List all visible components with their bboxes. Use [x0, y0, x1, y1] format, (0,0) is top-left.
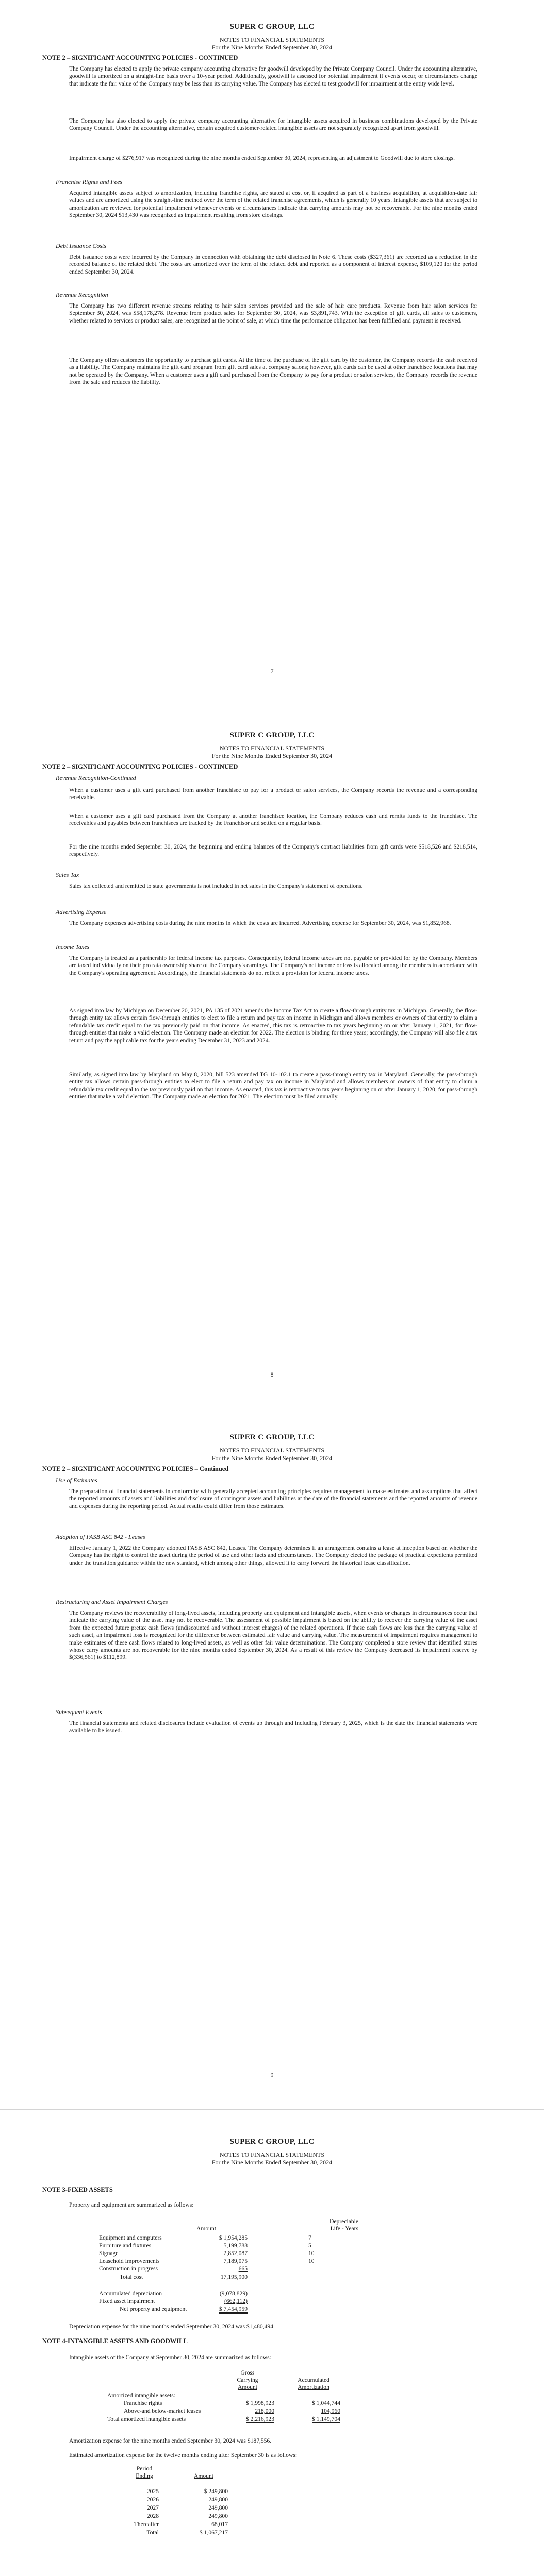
estimated-amortization-text: Estimated amortization expense for the twelve months ending after September 30 is as follows: — [69, 2452, 298, 2459]
paragraph: When a customer uses a gift card purchased from another franchisee to pay for a product or salon services, the Company records the revenue and a corresponding receivable. — [69, 787, 477, 801]
ia-col-gross-header: Carrying — [237, 2377, 258, 2383]
paragraph: The Company offers customers the opportunity to purchase gift cards. At the time of the purchase of the gift card by the customer, the Company records the cash received as a liability. The Company maintains the gift card program from gift card sales at company salons; however, gift cards can be used at other franchisee locations that may not be operated by the Company. When a customer uses a gift card purchased from the Company to pay for a product or salon services, the Company records the revenue from the sale and reduces the liability. — [69, 357, 477, 386]
fa-row-amount: 7,189,075 — [223, 2258, 248, 2264]
period-line: For the Nine Months Ended September 30, 2024 — [211, 752, 333, 759]
ia-col-gross-header: Gross — [240, 2369, 255, 2376]
ia-row-label: Above-and below-market leases — [124, 2408, 201, 2414]
fixed-assets-intro: Property and equipment are summarized as follows: — [69, 2201, 194, 2208]
fa-row-amount: 2,852,087 — [223, 2250, 248, 2257]
paragraph: For the nine months ended September 30, 2024, the beginning and ending balances of the Company's contract liabilities from gift cards were $518,526 and $218,514, respectively. — [69, 843, 477, 858]
section-heading: Debt Issuance Costs — [56, 242, 106, 249]
est-row-amount: $ 249,800 — [204, 2488, 228, 2495]
paragraph: The Company has two different revenue streams relating to hair salon services provided and the sale of hair care products. Revenue from hair salon services for September 30, 2024, was $58,178,278. Revenue from product sales for September 30, 2024, was $3,891,743. With the exception of gift cards, all sales to customers, whether related to services or product sales, are recognized at the point of sale, at which time the performance obligation has been fulfilled and payment is received. — [69, 302, 477, 324]
company-name: SUPER C GROUP, LLC — [229, 731, 315, 739]
section-heading: Revenue Recognition — [56, 291, 108, 298]
section-heading: Subsequent Events — [56, 1708, 102, 1716]
fa-accum-label: Accumulated depreciation — [99, 2290, 162, 2297]
paragraph: The Company expenses advertising costs during the nine months in which the costs are incurred. Advertising expense for September 30, 2024, was $1,852,968. — [69, 920, 451, 926]
depreciation-text: Depreciation expense for the nine months ended September 30, 2024 was $1,480,494. — [69, 2323, 275, 2330]
fa-row-life: 7 — [308, 2234, 311, 2241]
fa-impair-label: Fixed asset impairment — [99, 2298, 155, 2304]
section-heading: Sales Tax — [56, 871, 79, 878]
ia-col-accum-header: Amortization — [298, 2384, 329, 2391]
ia-col-accum-header: Accumulated — [298, 2377, 329, 2383]
note-2-heading: NOTE 2 – SIGNIFICANT ACCOUNTING POLICIES – Continued — [42, 1465, 229, 1472]
est-row-amount: 68,017 — [211, 2521, 228, 2528]
page-10 — [0, 2110, 544, 2576]
fa-row-amount: 665 — [238, 2265, 248, 2272]
paragraph: The Company reviews the recoverability of long-lived assets, including property and equipment and intangible assets, when events or changes in circumstances occur that indicate the carrying value of the asset may not be recoverable. The assessment of possible impairment is based on the ability to recover the carrying value of the asset from the expected future pretax cash flows (undiscounted and without interest charges) of the related operations. If these cash flows are less than the carrying value of such asset, an impairment loss is recognized for the difference between estimated fair value and carrying value. The measurement of impairment requires management to make estimates of these cash flows related to long-lived assets, as well as other fair value determinations. The Company completed a store review that identified stores whose carry amounts are not recoverable for the nine months ended September 30, 2024. As a result of this review the Company decreased its impairment reserve by $(336,561) to $112,899. — [69, 1609, 477, 1661]
ia-row-label: Franchise rights — [124, 2400, 162, 2406]
est-row-amount: 249,800 — [208, 2504, 228, 2511]
paragraph: Debt issuance costs were incurred by the Company in connection with obtaining the debt disclosed in Note 6. These costs ($327,361) are recorded as a reduction in the recorded balance of the related debt. The costs are amortized over the term of the related debt and reported as a component of interest expense, $109,120 for the period ended September 30, 2024. — [69, 253, 477, 275]
paragraph: Acquired intangible assets subject to amortization, including franchise rights, are stated at cost or, if acquired as part of a business acquisition, at acquisition-date fair values and are amortized using the straight-line method over the term of the related franchise agreements, which is generally 10 years. Intangible assets that are subject to amortization are reviewed for potential impairment whenever events or circumstances indicate that carrying amounts may not be recoverable. For the nine months ended September 30, 2024 $13,430 was recognized as impairment resulting from store closings. — [69, 190, 477, 219]
statements-title: NOTES TO FINANCIAL STATEMENTS — [219, 1447, 325, 1454]
period-line: For the Nine Months Ended September 30, 2024 — [211, 1454, 333, 1462]
fa-net-amount: $ 7,454,959 — [219, 2306, 248, 2314]
estimated-amortization-table — [0, 2110, 544, 2576]
ia-col-gross-header: Amount — [237, 2384, 257, 2391]
paragraph: The Company has also elected to apply the private company accounting alternative for intangible assets acquired in business combinations developed by the Private Company Council. Under the accounting alternative, certain acquired customer-related intangible assets are not separately recognized apart from goodwill. — [69, 117, 477, 132]
fa-row-amount: 5,199,788 — [223, 2242, 248, 2249]
company-name: SUPER C GROUP, LLC — [229, 2138, 315, 2146]
fa-row-label: Construction in progress — [99, 2265, 158, 2272]
paragraph: Impairment charge of $276,917 was recognized during the nine months ended September 30, 2024, representing an adjustment to Goodwill due to store closings. — [69, 155, 455, 161]
ia-row-accum: $ 1,044,744 — [311, 2400, 340, 2406]
statements-title: NOTES TO FINANCIAL STATEMENTS — [219, 2151, 325, 2158]
amortization-text: Amortization expense for the nine months ended September 30, 2024 was $187,556. — [69, 2437, 272, 2444]
note-4-heading: NOTE 4-INTANGIBLE ASSETS AND GOODWILL — [42, 2337, 188, 2345]
paragraph: The preparation of financial statements in conformity with generally accepted accounting principles requires management to make estimates and assumptions that affect the reported amounts of assets and liabilities and disclosure of contingent assets and liabilities at the date of the financial statements and the reported amounts of revenue and expenses during the reporting period. Actual results could differ from those estimates. — [69, 1488, 477, 1510]
section-heading: Restructuring and Asset Impairment Charges — [56, 1598, 168, 1605]
fa-total-amount: 17,195,900 — [220, 2274, 248, 2280]
page-number: 9 — [270, 2071, 274, 2078]
est-row-amount: 249,800 — [208, 2513, 228, 2519]
page-7 — [0, 0, 544, 703]
period-line: For the Nine Months Ended September 30, 2024 — [211, 2159, 333, 2166]
est-col-period-header: Ending — [136, 2472, 153, 2479]
paragraph: The Company has elected to apply the private company accounting alternative for goodwill developed by the Private Company Council. Under the accounting alternative, goodwill is amortized on a straight-line basis over a 10-year period. Additionally, goodwill is assessed for potential impairment if events occur, or circumstances change that indicate the fair value of the Company may be less than its carrying value. The Company has elected to test goodwill for impairment at the entity wide level. — [69, 65, 477, 87]
fa-impair-amount: (662,112) — [224, 2298, 248, 2304]
fa-row-label: Signage — [99, 2250, 119, 2257]
page-number: 7 — [270, 668, 274, 675]
fa-total-label: Total cost — [120, 2274, 143, 2280]
paragraph: When a customer uses a gift card purchased from the Company at another franchisee location, the Company reduces cash and remits funds to the franchisee. The receivables and payables between franchisees are tracked by the Franchisor and settled on a regular basis. — [69, 812, 477, 827]
fa-row-life: 10 — [308, 2258, 315, 2264]
company-name: SUPER C GROUP, LLC — [229, 1433, 315, 1442]
fa-row-amount: $ 1,954,285 — [219, 2234, 248, 2241]
est-col-amount-header: Amount — [193, 2472, 213, 2479]
est-total-label: Total — [146, 2529, 159, 2536]
paragraph: The financial statements and related disclosures include evaluation of events up through and including February 3, 2025, which is the date the financial statements were available to be issued. — [69, 1720, 477, 1734]
period-line: For the Nine Months Ended September 30, 2024 — [211, 44, 333, 51]
col-life-header: Depreciable — [329, 2218, 358, 2225]
est-row-year: 2026 — [146, 2496, 159, 2503]
note-2-heading: NOTE 2 – SIGNIFICANT ACCOUNTING POLICIES - CONTINUED — [42, 763, 238, 770]
section-heading: Franchise Rights and Fees — [56, 178, 122, 185]
section-heading: Revenue Recognition-Continued — [56, 774, 136, 782]
est-row-year: Thereafter — [134, 2521, 159, 2528]
company-name: SUPER C GROUP, LLC — [229, 23, 315, 31]
ia-total-gross: $ 2,216,923 — [246, 2416, 274, 2424]
ia-row-gross: 218,000 — [255, 2408, 274, 2414]
est-row-year: 2028 — [146, 2513, 159, 2519]
section-heading: Adoption of FASB ASC 842 - Leases — [56, 1533, 145, 1540]
est-total-amount: $ 1,067,217 — [200, 2529, 228, 2537]
fa-row-label: Furniture and fixtures — [99, 2242, 152, 2249]
note-2-heading: NOTE 2 – SIGNIFICANT ACCOUNTING POLICIES - CONTINUED — [42, 54, 238, 61]
est-row-year: 2027 — [146, 2504, 159, 2511]
paragraph: Sales tax collected and remitted to state governments is not included in net sales in the Company's statement of operations. — [69, 883, 363, 889]
col-life-header: Life - Years — [330, 2225, 358, 2232]
fa-row-life: 5 — [308, 2242, 311, 2249]
fa-accum-amount: (9,078,829) — [219, 2290, 248, 2297]
est-row-year: 2025 — [146, 2488, 159, 2495]
ia-row-gross: $ 1,998,923 — [245, 2400, 274, 2406]
paragraph: As signed into law by Michigan on December 20, 2021, PA 135 of 2021 amends the Income Tax Act to create a flow-through entity tax in Michigan. Generally, the flow-through entity tax allows certain flow-through entities to elect to file a return and pay tax on income in Michigan and allows members or owners of that entity to claim a refundable tax credit equal to the tax previously paid on that income. As enacted, this tax is retroactive to tax years beginning on or after January 1, 2021, for flow-through entities that make a valid election. The Company made an election for 2022. The election is binding for three years; accordingly, the Company will also file a tax return and pay the applicable tax for the years ending December 31, 2023 and 2024. — [69, 1007, 477, 1044]
fa-row-label: Equipment and computers — [99, 2234, 162, 2241]
ia-row-accum: 104,960 — [321, 2408, 340, 2414]
paragraph: Similarly, as signed into law by Maryland on May 8, 2020, bill 523 amended TG 10-102.1 to create a pass-through entity tax in Maryland. Generally, the pass-through entity tax allows certain pass-through entities to elect to file a return and pay tax on income in Maryland and allows members or owners of that entity to claim a refundable tax credit equal to the tax previously paid on that income. As enacted, this tax is retroactive to tax years beginning on or after January 1, 2020, for pass-through entities that make a valid election. The Company made an election for 2021. The election must be filed annually. — [69, 1071, 477, 1100]
paragraph: Effective January 1, 2022 the Company adopted FASB ASC 842, Leases. The Company determines if an arrangement contains a lease at inception based on whether the Company has the right to control the asset during the period of use and other facts and circumstances. The Company elected the package of practical expedients permitted under the transition guidance within the new standard, which among other things, allowed it to carry forward the historical lease classification. — [69, 1545, 477, 1566]
fa-row-label: Leasehold Improvements — [99, 2258, 160, 2264]
col-amount-header: Amount — [196, 2225, 216, 2232]
ia-group-label: Amortized intangible assets: — [107, 2392, 176, 2399]
section-heading: Advertising Expense — [56, 908, 107, 916]
paragraph: The Company is treated as a partnership for federal income tax purposes. Consequently, federal income taxes are not payable or provided for by the Company. Members are taxed individually on their pro rata ownership share of the Company's earnings. The Company's net income or loss is allocated among the members in accordance with the Company's operating agreement. Accordingly, the financial statements do not reflect a provision for federal income taxes. — [69, 955, 477, 976]
note-3-heading: NOTE 3-FIXED ASSETS — [42, 2186, 113, 2193]
ia-total-accum: $ 1,149,704 — [312, 2416, 340, 2424]
page-9 — [0, 1406, 544, 2110]
section-heading: Income Taxes — [56, 943, 90, 951]
page-number: 8 — [270, 1371, 274, 1378]
statements-title: NOTES TO FINANCIAL STATEMENTS — [219, 744, 325, 752]
fa-row-life: 10 — [308, 2250, 315, 2257]
ia-total-label: Total amortized intangible assets — [107, 2416, 186, 2422]
fa-net-label: Net property and equipment — [120, 2306, 187, 2312]
statements-title: NOTES TO FINANCIAL STATEMENTS — [219, 36, 325, 43]
page-8 — [0, 703, 544, 1406]
est-col-period-header: Period — [136, 2465, 153, 2472]
est-row-amount: 249,800 — [208, 2496, 228, 2503]
section-heading: Use of Estimates — [56, 1477, 97, 1484]
intangibles-intro: Intangible assets of the Company at September 30, 2024 are summarized as follows: — [69, 2354, 271, 2361]
